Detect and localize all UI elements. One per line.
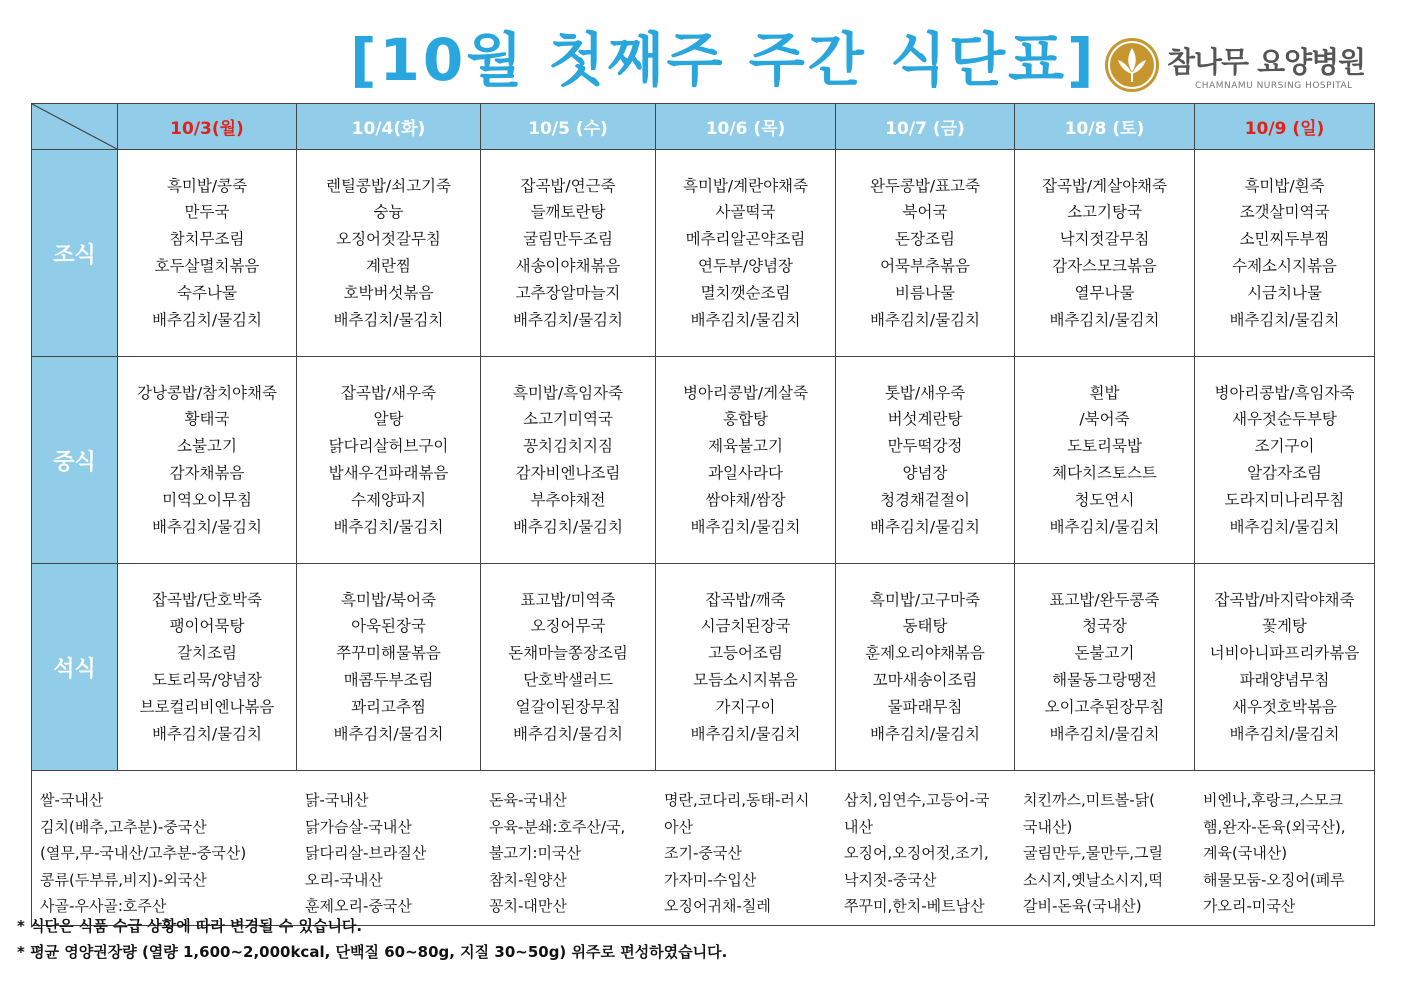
- menu-item: 훈제오리야채볶음: [865, 644, 985, 663]
- menu-item: 배추김치/물김치: [869, 724, 981, 743]
- menu-item: 강낭콩밥/참치야채죽: [137, 383, 277, 402]
- menu-cell: [836, 564, 1015, 771]
- menu-item: 도라지미나리무침: [1224, 490, 1345, 509]
- menu-item: 감자스모크볶음: [1052, 257, 1157, 275]
- origin-line: 가오리-미국산: [1203, 897, 1296, 916]
- menu-cell: [297, 150, 481, 357]
- origin-line: 김치(배추,고추분)-중국산: [40, 817, 207, 836]
- menu-cell: [1015, 564, 1195, 771]
- origin-column: [489, 787, 654, 920]
- menu-item: 호박버섯볶음: [343, 283, 434, 302]
- menu-item: 흑미밥/고구마죽: [869, 590, 981, 609]
- menu-item: 배추김치/물김치: [151, 310, 263, 329]
- menu-item: 계란찜: [366, 257, 411, 275]
- origin-line: 햄,완자-돈육(외국산),: [1203, 817, 1346, 836]
- origin-line: 해물모둠-오징어(페루: [1203, 870, 1345, 889]
- menu-item: 배추김치/물김치: [333, 517, 444, 536]
- menu-cell: [481, 150, 656, 357]
- menu-item: 배추김치/물김치: [1229, 724, 1340, 743]
- menu-item: 배추김치/물김치: [690, 724, 801, 743]
- origin-line: 훈제오리-중국산: [305, 897, 412, 916]
- menu-item: 청국장: [1082, 617, 1127, 636]
- day-header: 10/5 (수): [481, 104, 656, 150]
- menu-item: 꽁치김치지짐: [523, 437, 613, 456]
- hospital-name: 참나무 요양병원: [1167, 45, 1366, 79]
- menu-cell: [656, 150, 836, 357]
- menu-cell: [297, 357, 481, 564]
- origin-line: 치킨까스,미트볼-닭(: [1023, 791, 1155, 809]
- menu-item: 알탕: [373, 410, 404, 429]
- origin-line: (열무,무-국내산/고추분-중국산): [40, 844, 247, 863]
- diagonal-divider: [32, 104, 117, 149]
- menu-item: 소민찌두부찜: [1239, 230, 1330, 249]
- menu-item: 닭다리살허브구이: [328, 437, 449, 456]
- menu-item: 배추김치/물김치: [512, 310, 624, 329]
- corner-cell: [32, 104, 118, 150]
- day-header: 10/9 (일): [1195, 104, 1375, 150]
- origin-line: 오징어,오징어젓,조기,: [844, 844, 989, 863]
- menu-item: 잡곡밥/단호박죽: [151, 590, 263, 609]
- menu-item: 고추장알마늘지: [515, 283, 621, 302]
- menu-item: 물파래무침: [887, 697, 963, 716]
- menu-item: 꽃게탕: [1262, 617, 1307, 636]
- origin-line: 우육-분쇄:호주산/국,: [489, 817, 626, 836]
- menu-item: 새우젓호박볶음: [1232, 697, 1337, 716]
- origin-line: 가자미-수입산: [664, 870, 757, 889]
- menu-item: 청도연시: [1074, 490, 1135, 509]
- menu-item: 배추김치/물김치: [1229, 517, 1340, 536]
- menu-item: 메추리알곤약조림: [685, 230, 806, 249]
- menu-item: 조갯살미역국: [1239, 203, 1330, 222]
- menu-item: 꼬마새송이조림: [872, 671, 978, 689]
- menu-item: 만두떡강정: [887, 437, 963, 456]
- menu-item: 어묵부추볶음: [880, 257, 970, 275]
- meal-label: 석식: [32, 564, 118, 771]
- origin-line: 조기-중국산: [664, 844, 742, 863]
- origin-line: 불고기:미국산: [489, 844, 581, 863]
- menu-item: 병아리콩밥/게살죽: [682, 383, 808, 402]
- origin-line: 닭-국내산: [305, 791, 369, 809]
- menu-item: 가지구이: [715, 697, 776, 716]
- menu-item: 알감자조림: [1247, 464, 1322, 482]
- meal-label: 중식: [32, 357, 118, 564]
- day-header: 10/6 (목): [656, 104, 836, 150]
- origin-line: 아산: [664, 817, 693, 836]
- menu-cell: [1015, 150, 1195, 357]
- origin-line: 오징어귀채-칠레: [664, 897, 771, 916]
- origin-column: [40, 787, 295, 920]
- menu-item: 홍합탕: [723, 410, 768, 429]
- menu-item: 흑미밥/계란야채죽: [682, 176, 808, 195]
- menu-item: 렌틸콩밥/쇠고기죽: [325, 176, 451, 195]
- menu-item: 열무나물: [1074, 283, 1135, 302]
- menu-item: 양념장: [902, 464, 948, 482]
- origin-line: 오리-국내산: [305, 870, 383, 889]
- origin-line: 닭다리살-브라질산: [305, 844, 427, 863]
- menu-item: 너비아니파프리카볶음: [1209, 644, 1360, 663]
- menu-item: 참치무조림: [169, 230, 245, 249]
- origin-line: 낙지젓-중국산: [844, 870, 937, 889]
- origin-line: 돈육-국내산: [489, 791, 567, 809]
- menu-item: 과일사라다: [708, 464, 783, 482]
- menu-item: 흑미밥/콩죽: [166, 176, 248, 195]
- origin-line: 소시지,옛날소시지,떡: [1023, 870, 1163, 889]
- menu-item: 오이고추된장무침: [1044, 697, 1165, 716]
- menu-item: 배추김치/물김치: [512, 517, 624, 536]
- menu-item: 흰밥: [1089, 383, 1120, 402]
- menu-item: 숭늉: [373, 203, 404, 222]
- menu-item: 표고밥/미역죽: [520, 590, 616, 609]
- weekly-menu-table: [31, 103, 1375, 926]
- menu-item: 부추야채전: [530, 490, 606, 509]
- menu-item: 쌈야채/쌈장: [705, 490, 786, 509]
- menu-item: 얼갈이된장무침: [515, 697, 621, 716]
- origin-column: [664, 787, 834, 920]
- menu-item: 팽이어묵탕: [169, 617, 245, 636]
- menu-cell: [297, 564, 481, 771]
- menu-item: 소고기탕국: [1067, 203, 1142, 222]
- menu-item: 배추김치/물김치: [333, 310, 444, 329]
- menu-item: 흑미밥/흰죽: [1244, 176, 1325, 195]
- menu-item: 배추김치/물김치: [1229, 310, 1340, 329]
- menu-item: 돈불고기: [1074, 644, 1135, 663]
- menu-item: 배추김치/물김치: [512, 724, 624, 743]
- menu-item: 도토리묵밥: [1067, 437, 1142, 456]
- menu-cell: [1195, 564, 1375, 771]
- menu-item: 감자비엔나조림: [515, 464, 621, 482]
- origin-line: 비엔나,후랑크,스모크: [1203, 791, 1343, 809]
- meal-row: [32, 150, 1375, 357]
- menu-item: 멸치깻순조림: [700, 283, 791, 302]
- menu-item: 숙주나물: [177, 283, 237, 302]
- menu-item: 낙지젓갈무침: [1059, 230, 1150, 249]
- menu-item: 브로컬리비엔나볶음: [139, 697, 275, 716]
- menu-item: 도토리묵/양념장: [151, 671, 263, 689]
- menu-item: 연두부/양념장: [697, 257, 794, 275]
- menu-item: 잡곡밥/새우죽: [340, 383, 437, 402]
- menu-item: 제육불고기: [708, 437, 783, 456]
- day-header-row: [32, 104, 1375, 150]
- origin-line: 삼치,임연수,고등어-국: [844, 791, 990, 809]
- menu-cell: [656, 357, 836, 564]
- menu-cell: [481, 357, 656, 564]
- note-menu-change: * 식단은 식품 수급 상황에 따라 변경될 수 있습니다.: [17, 917, 363, 935]
- origin-row: [32, 771, 1375, 926]
- menu-cell: [118, 357, 297, 564]
- origin-line: 국내산): [1023, 817, 1073, 836]
- menu-item: 흑미밥/흑임자죽: [512, 383, 624, 402]
- menu-item: 모듬소시지볶음: [693, 671, 798, 689]
- menu-item: 단호박샐러드: [523, 671, 613, 689]
- day-header: 10/8 (토): [1015, 104, 1195, 150]
- menu-item: 해물동그랑땡전: [1052, 671, 1157, 689]
- menu-item: 잡곡밥/깨죽: [705, 590, 786, 609]
- origin-line: 참치-원양산: [489, 870, 567, 889]
- menu-item: 오징어무국: [530, 617, 606, 636]
- origin-line: 쭈꾸미,한치-베트남산: [844, 897, 985, 916]
- menu-item: 수제양파지: [351, 490, 426, 509]
- menu-item: 감자채볶음: [169, 464, 245, 482]
- menu-item: 표고밥/완두콩죽: [1049, 590, 1160, 609]
- menu-item: 매콤두부조림: [343, 671, 434, 689]
- menu-item: 배추김치/물김치: [333, 724, 444, 743]
- menu-item: 배추김치/물김치: [1049, 724, 1160, 743]
- menu-item: 배추김치/물김치: [151, 724, 263, 743]
- menu-item: 새우젓순두부탕: [1232, 410, 1337, 429]
- menu-item: 배추김치/물김치: [690, 310, 801, 329]
- menu-item: 청경채겉절이: [880, 490, 970, 509]
- origin-line: 굴림만두,물만두,그릴: [1023, 844, 1163, 863]
- menu-item: 톳밥/새우죽: [884, 383, 966, 402]
- menu-item: 파래양념무침: [1239, 671, 1330, 689]
- menu-item: 흑미밥/북어죽: [340, 590, 437, 609]
- menu-item: 꽈리고추찜: [351, 697, 426, 716]
- menu-item: 시금치된장국: [700, 617, 791, 636]
- origin-line: 내산: [844, 817, 873, 836]
- menu-item: 돈장조림: [895, 230, 955, 249]
- menu-item: 배추김치/물김치: [151, 517, 263, 536]
- menu-item: 돈채마늘쫑장조림: [508, 644, 628, 663]
- origin-line: 사골-우사골:호주산: [40, 897, 167, 916]
- origin-line: 콩류(두부류,비지)-외국산: [40, 870, 207, 889]
- menu-item: 새송이야채볶음: [515, 257, 621, 275]
- origin-column: [305, 787, 479, 920]
- menu-item: 사골떡국: [715, 203, 776, 222]
- menu-item: 오징어젓갈무침: [336, 230, 441, 249]
- origin-line: 갈비-돈육(국내산): [1023, 897, 1142, 916]
- origin-line: 쌀-국내산: [40, 791, 104, 809]
- menu-item: 배추김치/물김치: [869, 517, 981, 536]
- menu-item: /북어죽: [1079, 410, 1130, 429]
- origin-column: [1203, 787, 1373, 920]
- meal-label: 조식: [32, 150, 118, 357]
- menu-item: 버섯계란탕: [887, 410, 963, 429]
- day-header: 10/4(화): [297, 104, 481, 150]
- origin-line: 꽁치-대만산: [489, 897, 567, 916]
- menu-item: 소불고기: [177, 437, 237, 456]
- menu-item: 갈치조림: [177, 644, 237, 663]
- menu-item: 배추김치/물김치: [1049, 517, 1160, 536]
- menu-item: 북어국: [902, 203, 948, 222]
- menu-item: 병아리콩밥/흑임자죽: [1214, 383, 1355, 402]
- menu-item: 미역오이무침: [162, 490, 252, 509]
- menu-item: 잡곡밥/연근죽: [520, 176, 616, 195]
- menu-cell: [118, 150, 297, 357]
- menu-item: 만두국: [184, 203, 230, 222]
- menu-item: 굴림만두조림: [523, 230, 613, 249]
- origin-line: 명란,코다리,동태-러시: [664, 791, 810, 809]
- menu-item: 고등어조림: [708, 644, 783, 663]
- hospital-english-name: CHAMNAMU NURSING HOSPITAL: [1195, 81, 1353, 91]
- day-header: 10/7 (금): [836, 104, 1015, 150]
- menu-item: 밥새우건파래볶음: [328, 464, 449, 482]
- menu-item: 잡곡밥/바지락야채죽: [1214, 590, 1355, 609]
- menu-item: 소고기미역국: [523, 410, 613, 429]
- origin-column: [844, 787, 1013, 920]
- menu-item: 배추김치/물김치: [869, 310, 981, 329]
- menu-item: 잡곡밥/게살야채죽: [1041, 176, 1167, 195]
- menu-item: 배추김치/물김치: [690, 517, 801, 536]
- menu-item: 호두살멸치볶음: [154, 257, 260, 275]
- day-header: 10/3(월): [118, 104, 297, 150]
- menu-cell: [836, 150, 1015, 357]
- menu-item: 들깨토란탕: [530, 203, 606, 222]
- menu-cell: [481, 564, 656, 771]
- menu-item: 비름나물: [895, 283, 955, 302]
- meal-row: [32, 564, 1375, 771]
- menu-cell: [1015, 357, 1195, 564]
- menu-item: 배추김치/물김치: [1049, 310, 1160, 329]
- menu-item: 조기구이: [1254, 437, 1315, 456]
- hospital-logo: [1103, 36, 1366, 96]
- menu-item: 완두콩밥/표고죽: [869, 176, 981, 195]
- origin-line: 닭가슴살-국내산: [305, 817, 412, 836]
- menu-item: 쭈꾸미해물볶음: [336, 644, 441, 663]
- note-nutrition: * 평균 영양권장량 (열량 1,600~2,000kcal, 단백질 60~80g, 지질 30~50g) 위주로 편성하였습니다.: [17, 943, 728, 961]
- origin-column: [1023, 787, 1193, 920]
- menu-cell: [1195, 357, 1375, 564]
- meal-row: [32, 357, 1375, 564]
- oak-leaf-emblem-icon: [1103, 36, 1161, 94]
- origin-line: 계육(국내산): [1203, 844, 1288, 863]
- menu-item: 황태국: [184, 410, 230, 429]
- menu-item: 체다치즈토스트: [1052, 464, 1157, 482]
- menu-item: 동태탕: [902, 617, 948, 636]
- menu-cell: [118, 564, 297, 771]
- menu-cell: [1195, 150, 1375, 357]
- menu-item: 수제소시지볶음: [1232, 257, 1337, 275]
- menu-cell: [836, 357, 1015, 564]
- menu-item: 시금치나물: [1247, 283, 1322, 302]
- menu-cell: [656, 564, 836, 771]
- menu-item: 아욱된장국: [351, 617, 426, 636]
- page-title: [10월 첫째주 주간 식단표]: [350, 26, 1097, 94]
